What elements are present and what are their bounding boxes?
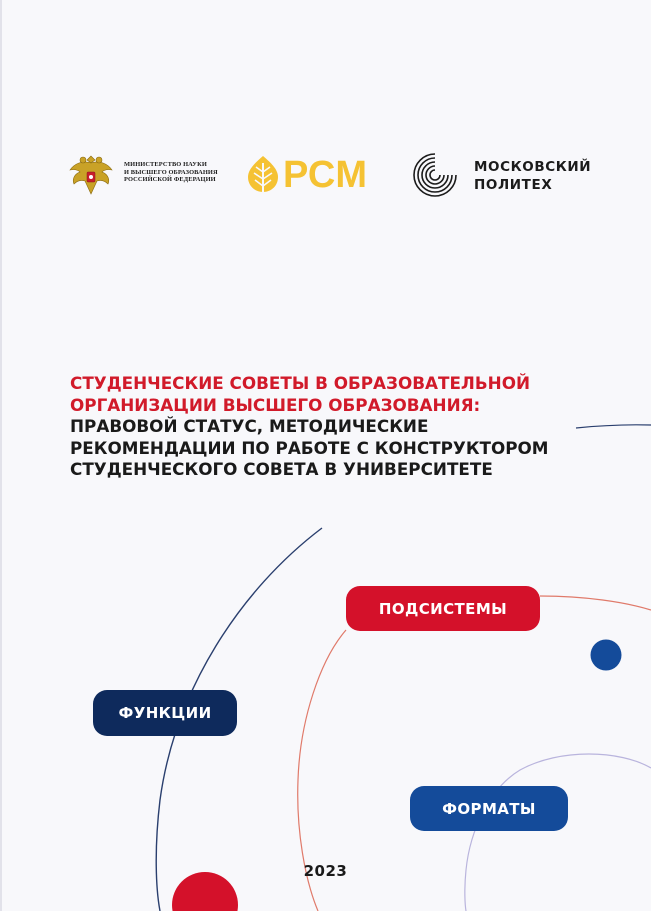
functions-badge: ФУНКЦИИ: [93, 690, 237, 736]
ministry-name: [124, 161, 234, 184]
title-line-3: ПРАВОВОЙ СТАТУС, МЕТОДИЧЕСКИЕ: [70, 416, 429, 436]
rsm-logo: [246, 150, 386, 200]
title-line-5: СТУДЕНЧЕСКОГО СОВЕТА В УНИВЕРСИТЕТЕ: [70, 459, 493, 479]
polytech-line-2: ПОЛИТЕХ: [474, 177, 553, 193]
title-line-2: ОРГАНИЗАЦИИ ВЫСШЕГО ОБРАЗОВАНИЯ:: [70, 394, 481, 415]
publication-year: 2023: [303, 862, 348, 880]
polytech-line-1: МОСКОВСКИЙ: [474, 159, 592, 175]
rsm-wordmark: РСМ: [283, 154, 368, 196]
title-line-1: СТУДЕНЧЕСКИЕ СОВЕТЫ В ОБРАЗОВАТЕЛЬНОЙ: [70, 373, 531, 393]
ministry-line-1: МИНИСТЕРСТВО НАУКИ: [124, 161, 207, 168]
orbit-arc-lavender: [465, 754, 651, 911]
polytech-logo: [411, 150, 611, 200]
document-title: [70, 373, 600, 481]
leaf-icon: [246, 155, 280, 195]
ministry-logo: [66, 150, 226, 200]
formats-badge: ФОРМАТЫ: [410, 786, 568, 831]
ministry-line-3: РОССИЙСКОЙ ФЕДЕРАЦИИ: [124, 176, 216, 184]
title-line-4: РЕКОМЕНДАЦИИ ПО РАБОТЕ С КОНСТРУКТОРОМ: [70, 437, 549, 458]
subsystems-badge: ПОДСИСТЕМЫ: [346, 586, 540, 631]
spiral-lines-icon: [411, 151, 459, 199]
double-headed-eagle-emblem: [66, 150, 116, 200]
polytech-name: [474, 158, 591, 194]
blue-dot: [591, 640, 622, 671]
ministry-line-2: И ВЫСШЕГО ОБРАЗОВАНИЯ: [124, 168, 218, 176]
orbit-arc-red: [540, 596, 651, 610]
